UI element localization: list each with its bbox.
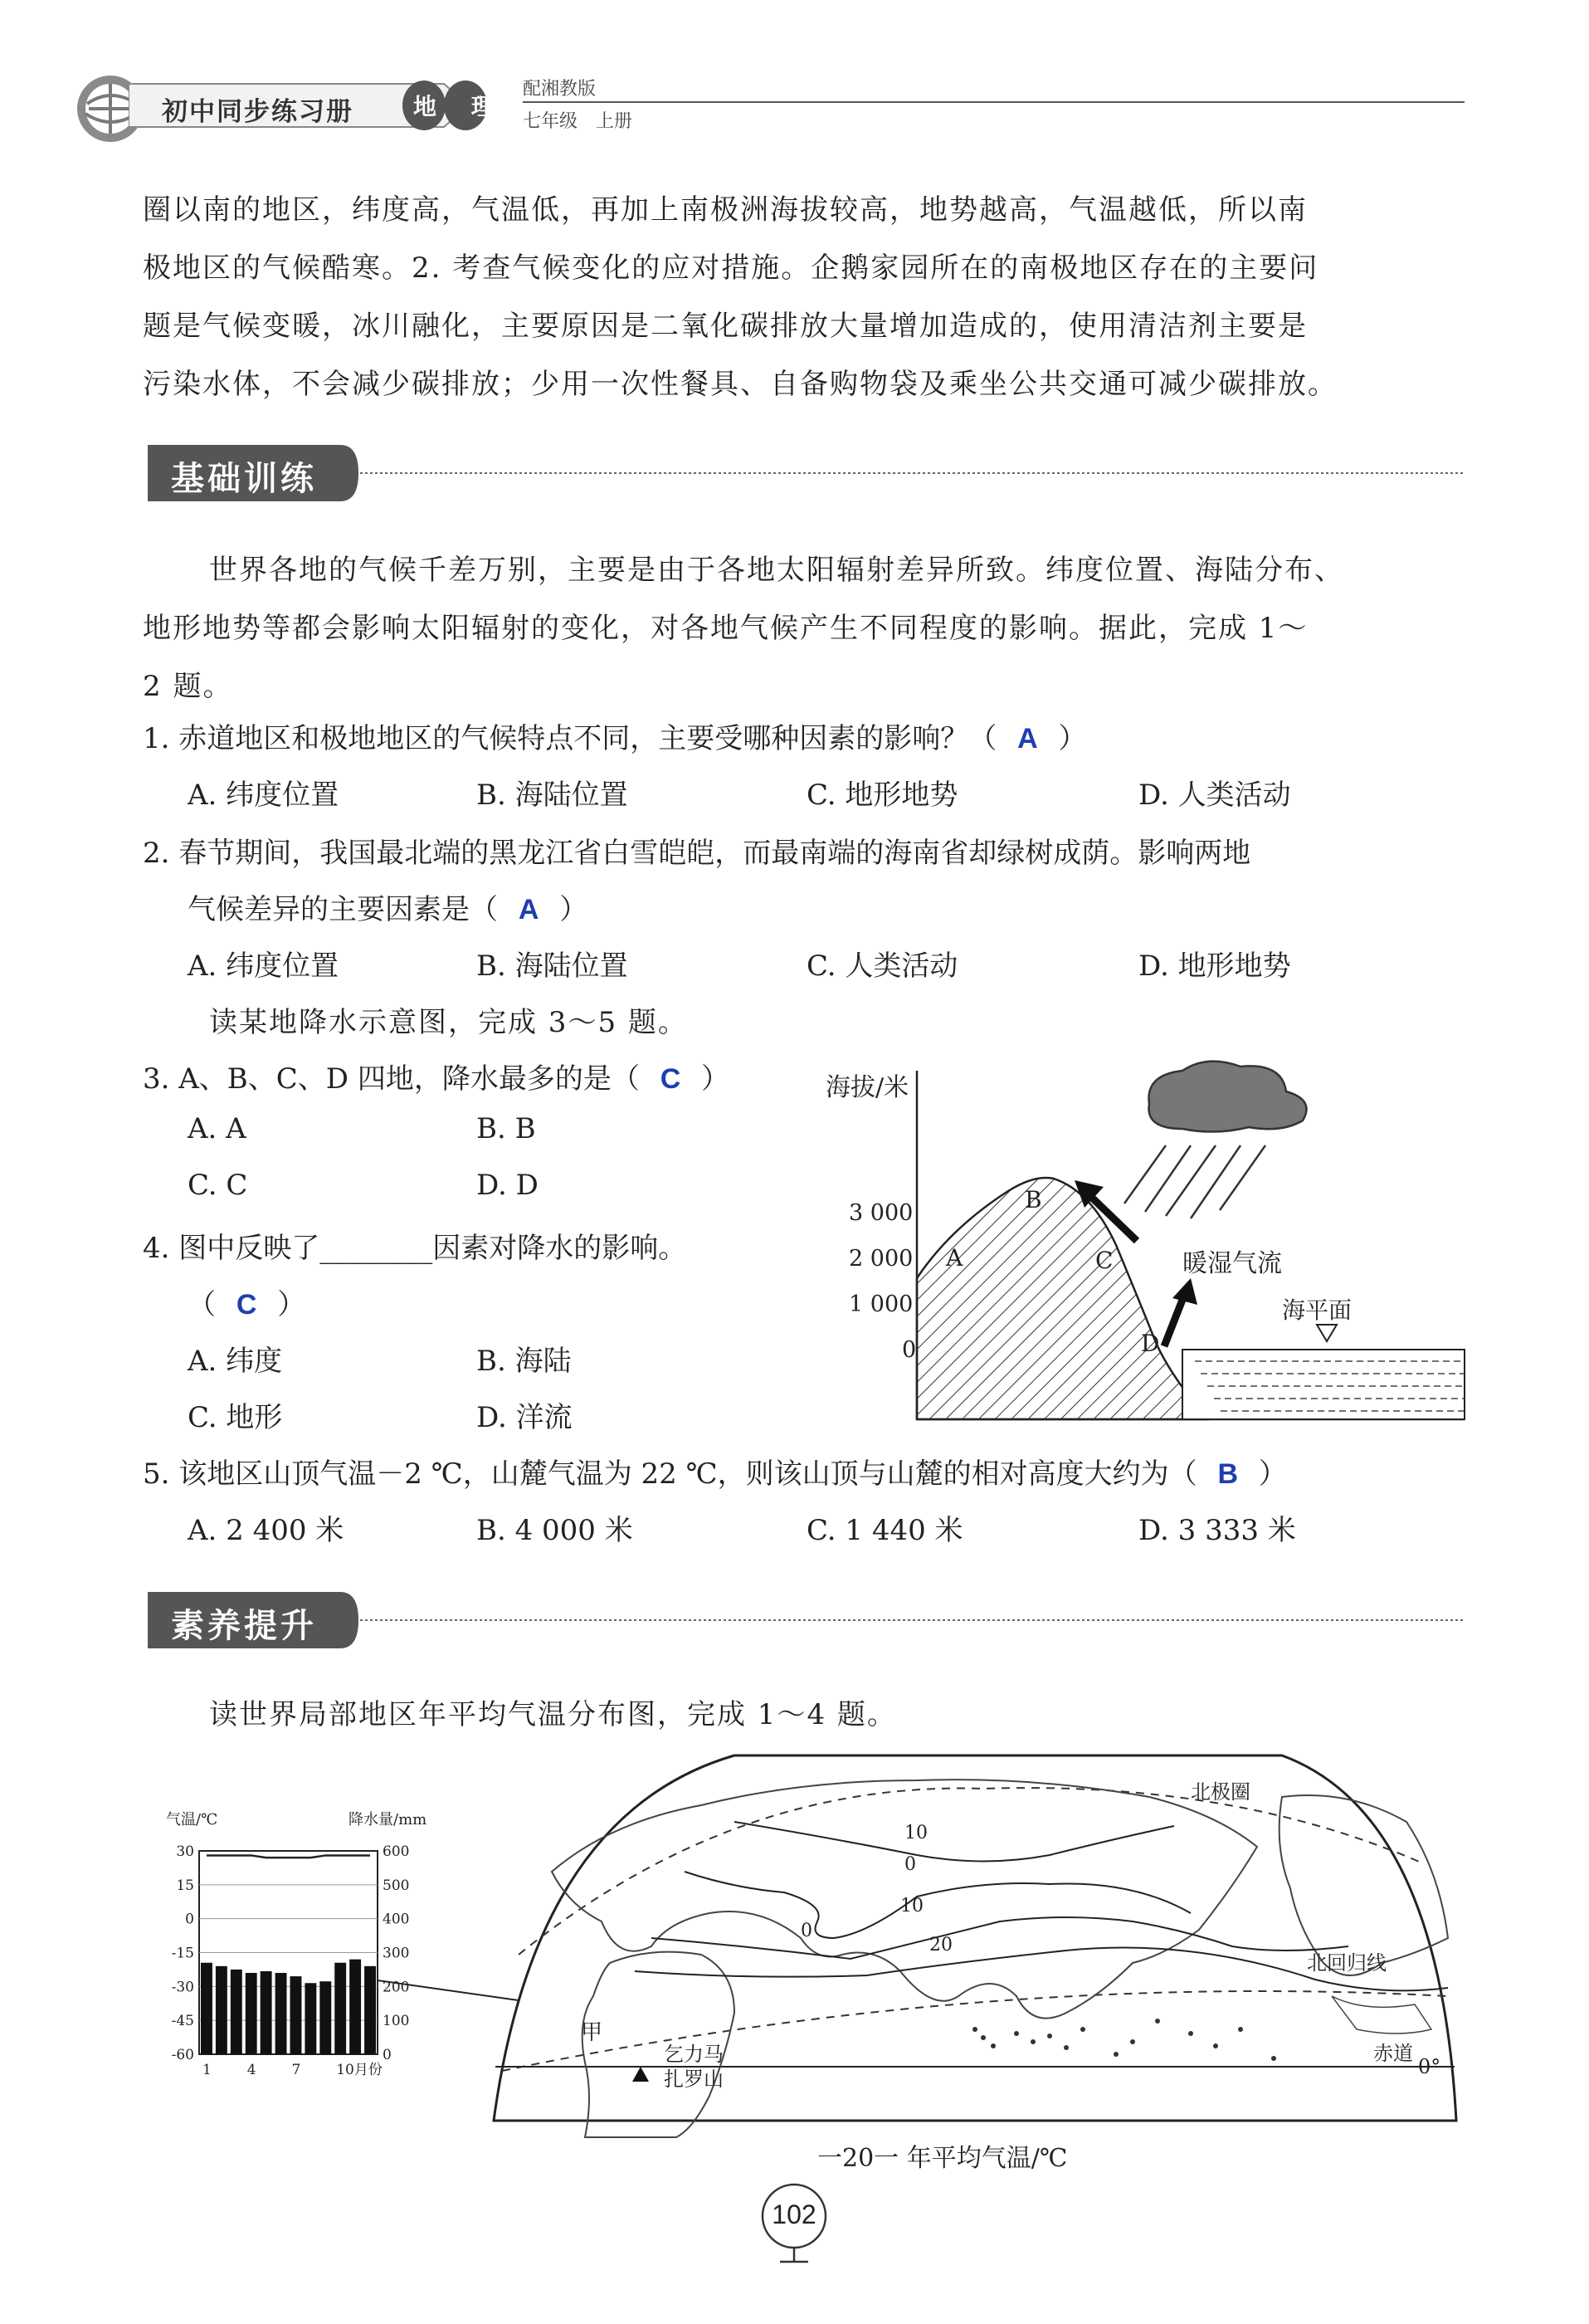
temp-tick-label: 30 bbox=[176, 1843, 194, 1860]
tick-0: 0 bbox=[902, 1337, 917, 1363]
y-axis-label: 海拔/米 bbox=[826, 1073, 909, 1102]
stem-line: 地形地势等都会影响太阳辐射的变化，对各地气候产生不同程度的影响。据此，完成 1～ bbox=[143, 612, 1309, 645]
temp-tick-label: -45 bbox=[171, 2013, 194, 2030]
point-c: C bbox=[1095, 1247, 1114, 1274]
tick-3000: 3 000 bbox=[849, 1200, 914, 1226]
isotherm-label-10b: 10 bbox=[900, 1896, 924, 1916]
q4-option-c[interactable]: C. 地形 bbox=[188, 1401, 283, 1434]
question-4: 4. 图中反映了________因素对降水的影响。 bbox=[143, 1232, 687, 1265]
section-title-basic: 基础训练 bbox=[171, 460, 317, 498]
precip-ticks bbox=[383, 1843, 409, 2063]
isotherm-label-0b: 0 bbox=[801, 1921, 812, 1941]
q3-answer: C bbox=[660, 1063, 681, 1095]
month-tick-label: 4 bbox=[246, 2062, 256, 2078]
temp-tick-label: 0 bbox=[185, 1911, 194, 1928]
intro-line: 极地区的气候酷寒。2. 考查气候变化的应对措施。企鹅家园所在的南极地区存在的主要问 bbox=[143, 251, 1319, 285]
climate-chart bbox=[158, 1809, 456, 2092]
kilimanjaro-label: 乞力马扎罗山 bbox=[664, 2043, 724, 2091]
point-d: D bbox=[1141, 1330, 1160, 1357]
q3-option-c[interactable]: C. C bbox=[188, 1169, 248, 1202]
q1-text: 1. 赤道地区和极地地区的气候特点不同，主要受哪种因素的影响？（ bbox=[143, 722, 997, 755]
q3-option-b[interactable]: B. B bbox=[476, 1112, 536, 1145]
q1-option-a[interactable]: A. 纬度位置 bbox=[188, 779, 339, 812]
world-temperature-map bbox=[485, 1747, 1465, 2146]
q5-close: ） bbox=[1258, 1457, 1287, 1491]
tick-1000: 1 000 bbox=[849, 1291, 914, 1317]
precip-bar bbox=[201, 1963, 212, 2054]
q1-option-c[interactable]: C. 地形地势 bbox=[807, 779, 958, 812]
orographic-rain-diagram bbox=[817, 1054, 1473, 1436]
q3-option-d[interactable]: D. D bbox=[476, 1169, 539, 1202]
mountain bbox=[917, 1178, 1207, 1419]
precip-tick-label: 100 bbox=[383, 2013, 410, 2030]
edition-label: 配湘教版 bbox=[523, 79, 597, 100]
q5-text: 5. 该地区山顶气温－2 ℃，山麓气温为 22 ℃，则该山顶与山麓的相对高度大约为（ bbox=[143, 1457, 1197, 1491]
tropic-label: 北回归线 bbox=[1307, 1951, 1387, 1975]
q5-option-d[interactable]: D. 3 333 米 bbox=[1138, 1514, 1296, 1547]
intro-paragraph bbox=[143, 181, 1338, 413]
q5-option-c[interactable]: C. 1 440 米 bbox=[807, 1514, 963, 1547]
month-tick-label: 7 bbox=[291, 2062, 301, 2078]
question-4-answer-line bbox=[188, 1282, 305, 1322]
sea bbox=[1182, 1350, 1465, 1419]
intro-line: 污染水体，不会减少碳排放；少用一次性餐具、自备购物袋及乘坐公共交通可减少碳排放。 bbox=[143, 368, 1338, 401]
precip-bar bbox=[334, 1963, 346, 2054]
section2-stem: 读世界局部地区年平均气温分布图，完成 1～4 题。 bbox=[209, 1698, 897, 1731]
section-title-advance: 素养提升 bbox=[171, 1607, 317, 1645]
section-banner-bg bbox=[143, 440, 1470, 506]
intro-line: 圈以南的地区，纬度高，气温低，再加上南极洲海拔较高，地势越高，气温越低，所以南 bbox=[143, 193, 1308, 227]
precip-tick-label: 0 bbox=[383, 2047, 392, 2063]
q4-option-a[interactable]: A. 纬度 bbox=[188, 1345, 283, 1378]
equator-label: 赤道 bbox=[1373, 2042, 1413, 2065]
zero-degree-label: 0° bbox=[1418, 2055, 1441, 2078]
temp-ticks bbox=[172, 1843, 194, 2063]
q2-option-a[interactable]: A. 纬度位置 bbox=[188, 950, 339, 983]
q5-option-a[interactable]: A. 2 400 米 bbox=[188, 1514, 344, 1547]
rain-cloud-icon bbox=[1149, 1062, 1307, 1132]
month-tick-label: 10月份 bbox=[336, 2062, 383, 2078]
q3-text: 3. A、B、C、D 四地，降水最多的是（ bbox=[143, 1062, 640, 1096]
precip-tick-label: 400 bbox=[383, 1911, 410, 1928]
precip-bar bbox=[364, 1966, 376, 2054]
q1-answer: A bbox=[1017, 723, 1038, 754]
temp-axis-label: 气温/℃ bbox=[166, 1811, 218, 1828]
question-2-line2 bbox=[188, 886, 587, 927]
question-5 bbox=[143, 1451, 1287, 1492]
precip-tick-label: 200 bbox=[383, 1979, 410, 1996]
question-2-line1: 2. 春节期间，我国最北端的黑龙江省白雪皑皑，而最南端的海南省却绿树成荫。影响两地 bbox=[143, 837, 1251, 870]
q4-open: （ bbox=[188, 1288, 216, 1321]
temp-tick-label: 15 bbox=[176, 1877, 194, 1894]
temp-tick-label: -15 bbox=[171, 1945, 194, 1962]
precip-bar bbox=[319, 1981, 331, 2054]
q5-option-b[interactable]: B. 4 000 米 bbox=[476, 1514, 633, 1547]
airflow-arrow-lower-head-icon bbox=[1172, 1278, 1197, 1305]
precip-bar bbox=[290, 1976, 302, 2054]
precip-tick-label: 500 bbox=[383, 1877, 410, 1894]
page-number: 102 bbox=[772, 2200, 816, 2229]
tick-2000: 2 000 bbox=[849, 1246, 914, 1272]
airflow-label: 暖湿气流 bbox=[1182, 1249, 1282, 1278]
section1-stem bbox=[143, 541, 1344, 715]
precip-bar bbox=[216, 1966, 227, 2054]
q4-option-b[interactable]: B. 海陆 bbox=[476, 1345, 572, 1378]
precip-bar bbox=[231, 1970, 242, 2054]
month-tick-label: 1 bbox=[202, 2062, 212, 2078]
q2-answer: A bbox=[518, 894, 539, 925]
map-legend: 一20一 年平均气温/℃ bbox=[817, 2144, 1068, 2173]
book-title: 初中同步练习册 bbox=[162, 97, 353, 127]
sea-level-label: 海平面 bbox=[1282, 1296, 1353, 1324]
stem-line: 2 题。 bbox=[143, 670, 233, 703]
q2-option-c[interactable]: C. 人类活动 bbox=[807, 950, 958, 983]
q1-option-d[interactable]: D. 人类活动 bbox=[1138, 779, 1291, 812]
question-3 bbox=[143, 1056, 729, 1096]
precip-bar bbox=[275, 1973, 287, 2054]
precip-bar bbox=[349, 1960, 361, 2054]
point-jia-label: 甲 bbox=[581, 2020, 603, 2045]
section-banner-bg-2 bbox=[143, 1587, 1470, 1653]
question-1 bbox=[143, 715, 1086, 756]
airflow-arrow-lower bbox=[1164, 1300, 1182, 1346]
q3-option-a[interactable]: A. A bbox=[188, 1112, 246, 1145]
q3-close: ） bbox=[701, 1062, 730, 1096]
precip-bars bbox=[201, 1960, 376, 2054]
precip-bar bbox=[261, 1971, 272, 2054]
point-a: A bbox=[946, 1244, 963, 1272]
isotherm-label-10a: 10 bbox=[904, 1823, 928, 1843]
isotherm-label-0a: 0 bbox=[904, 1854, 916, 1875]
stem-line: 世界各地的气候千差万别，主要是由于各地太阳辐射差异所致。纬度位置、海陆分布、 bbox=[209, 554, 1344, 587]
temp-tick-label: -30 bbox=[171, 1979, 194, 1996]
q1-option-b[interactable]: B. 海陆位置 bbox=[476, 779, 628, 812]
point-b: B bbox=[1025, 1186, 1042, 1213]
precip-axis-label: 降水量/mm bbox=[349, 1811, 427, 1828]
precip-tick-label: 300 bbox=[383, 1945, 410, 1962]
rain-lines bbox=[1124, 1145, 1265, 1218]
precip-bar bbox=[305, 1983, 316, 2054]
q2-option-d[interactable]: D. 地形地势 bbox=[1138, 950, 1291, 983]
header-rule bbox=[523, 101, 1465, 103]
q2-close: ） bbox=[559, 893, 588, 926]
temp-line bbox=[207, 1855, 370, 1858]
stem-2: 读某地降水示意图，完成 3～5 题。 bbox=[209, 1006, 688, 1039]
isotherm-label-20: 20 bbox=[929, 1935, 953, 1955]
q4-answer: C bbox=[236, 1289, 257, 1321]
q4-close: ） bbox=[277, 1288, 306, 1321]
arctic-circle-label: 北极圈 bbox=[1191, 1780, 1250, 1804]
grade-label: 七年级 上册 bbox=[523, 111, 633, 132]
precip-bar bbox=[246, 1973, 257, 2054]
q4-option-d[interactable]: D. 洋流 bbox=[476, 1401, 573, 1434]
q2-text: 气候差异的主要因素是（ bbox=[188, 893, 498, 926]
subject-label: 地 理 bbox=[413, 93, 508, 120]
intro-line: 题是气候变暖，冰川融化，主要原因是二氧化碳排放大量增加造成的，使用清洁剂主要是 bbox=[143, 310, 1308, 343]
q1-close: ） bbox=[1058, 722, 1087, 755]
q5-answer: B bbox=[1217, 1458, 1239, 1490]
header bbox=[71, 71, 1465, 145]
q2-option-b[interactable]: B. 海陆位置 bbox=[476, 950, 628, 983]
precip-tick-label: 600 bbox=[383, 1843, 410, 1860]
temp-tick-label: -60 bbox=[171, 2047, 194, 2063]
month-ticks bbox=[202, 2062, 383, 2078]
sea-level-marker-icon bbox=[1317, 1325, 1337, 1341]
